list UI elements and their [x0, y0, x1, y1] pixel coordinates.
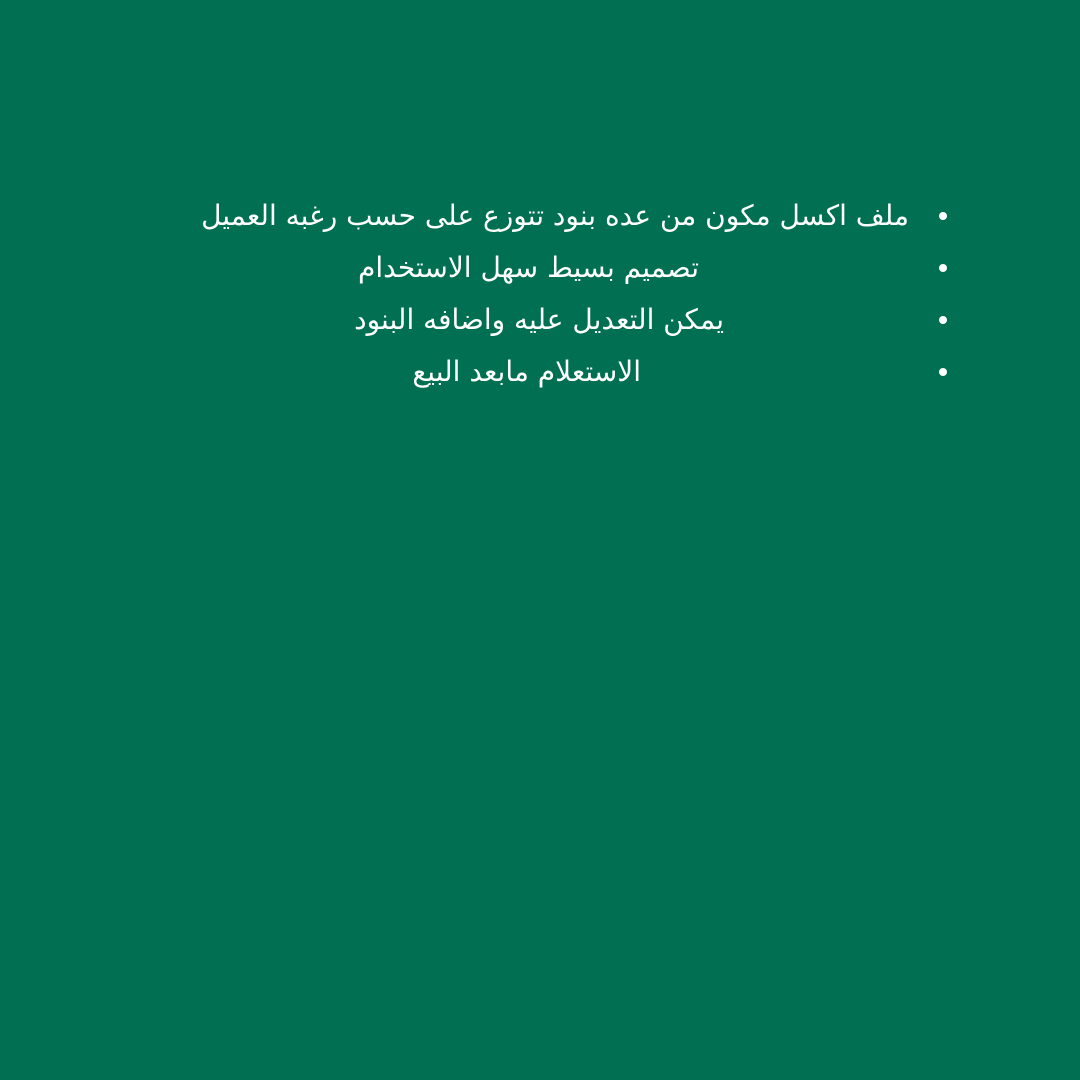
list-item-text: تصميم بسيط سهل الاستخدام: [358, 251, 699, 284]
list-item: [100, 190, 950, 242]
list-item-text: يمكن التعديل عليه واضافه البنود: [354, 303, 724, 336]
list-item-text: ملف اكسل مكون من عده بنود تتوزع على حسب رغبه العميل: [201, 199, 909, 232]
feature-list: [100, 190, 950, 398]
bullet-icon: [939, 212, 947, 220]
list-item-text: الاستعلام مابعد البيع: [412, 355, 641, 388]
bullet-icon: [939, 368, 947, 376]
bullet-icon: [939, 264, 947, 272]
bullet-icon: [939, 316, 947, 324]
list-item: [100, 294, 950, 346]
list-item: [100, 242, 950, 294]
list-item: [100, 346, 950, 398]
